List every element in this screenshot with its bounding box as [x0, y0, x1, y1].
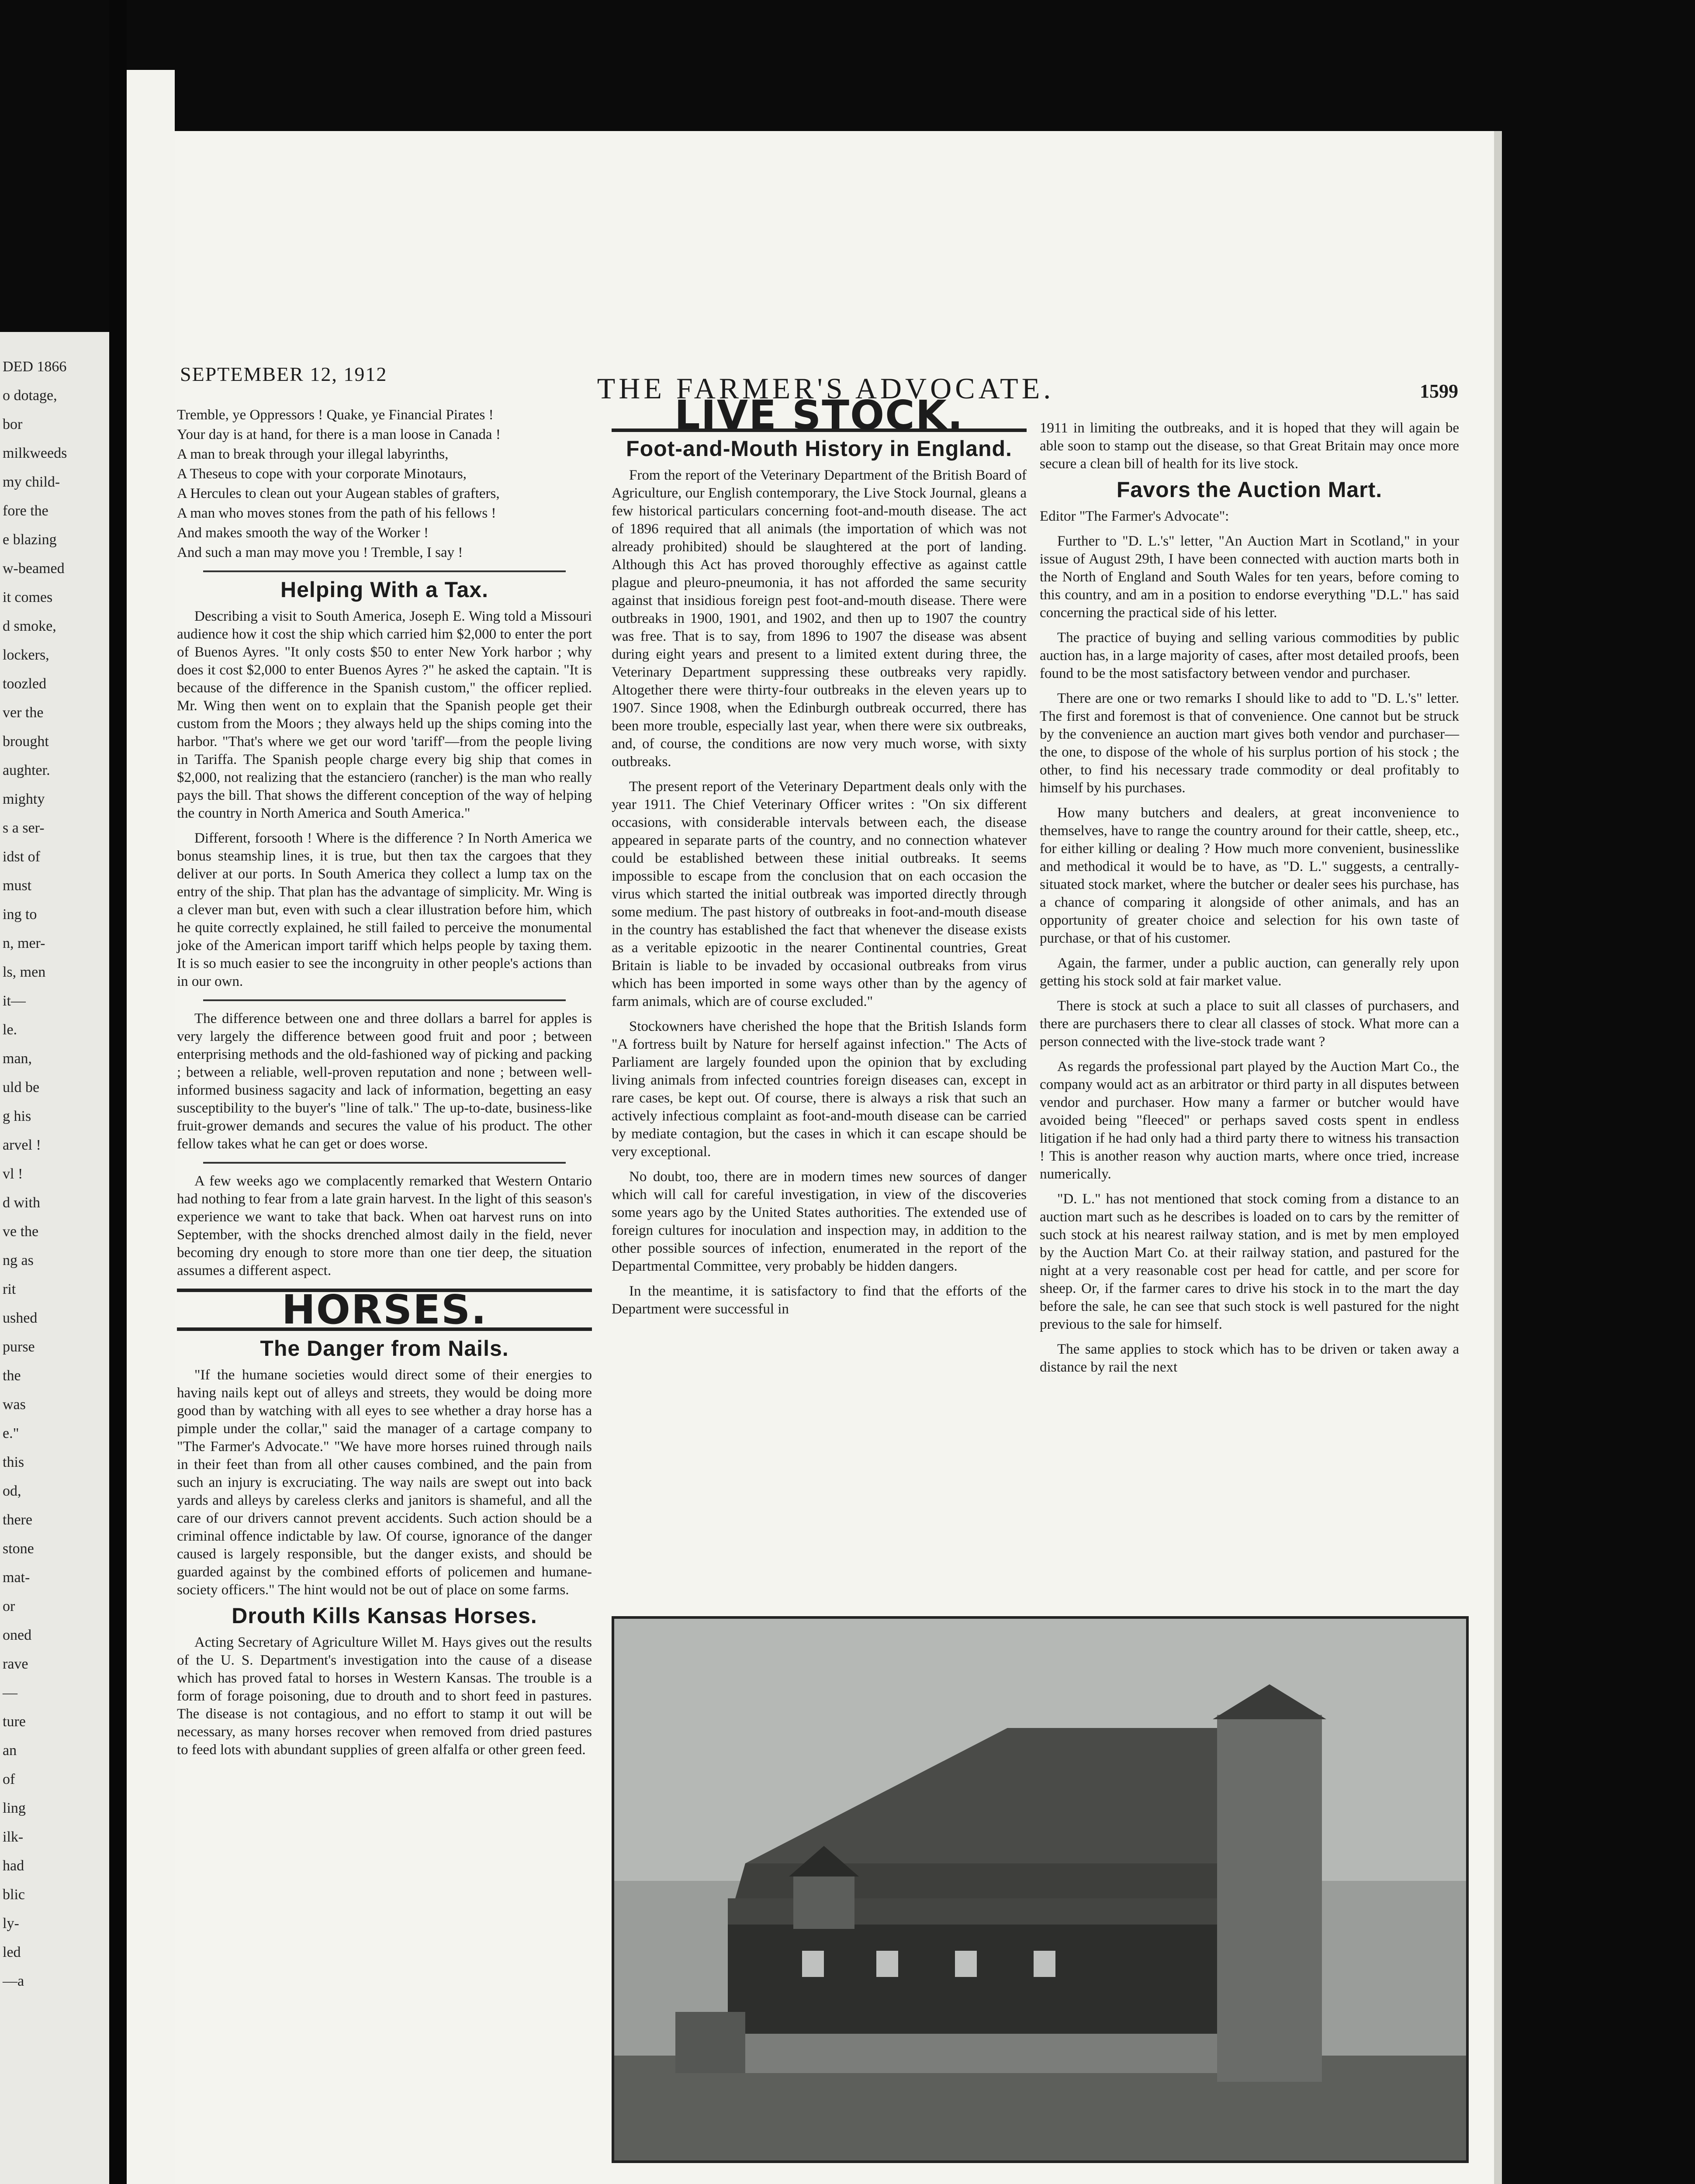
- left-page-text-fragment: od,: [3, 1483, 21, 1499]
- barn-photograph: [612, 1616, 1469, 2163]
- paragraph: 1911 in limiting the outbreaks, and it is hoped that they will again be able soon to stamp out the disease, so that Great Britain may once more secure a clean bill of health for its live stock.: [1040, 420, 1459, 472]
- left-page-text-fragment: —a: [3, 1973, 24, 1989]
- left-page-text-fragment: w-beamed: [3, 560, 65, 577]
- left-page-text-fragment: was: [3, 1396, 26, 1413]
- paragraph: The same applies to stock which has to be driven or taken away a distance by rail the next: [1040, 1341, 1459, 1375]
- left-page-text-fragment: uld be: [3, 1079, 40, 1095]
- left-page-text-fragment: —: [3, 1685, 17, 1701]
- left-page-text-fragment: vl !: [3, 1166, 23, 1182]
- column-2: [612, 392, 1027, 1325]
- paragraph: There are one or two remarks I should like to add to "D. L.'s" letter. The first and foremost is that of convenience. One cannot but be struck by the convenience an auction mart gives both vendor and purchaser—the one, to dispose of the whole of his surplus portion of his stock ; the other, to find his necessary trade commodity or deal profitably to himself by his purchases.: [1040, 691, 1459, 796]
- paragraph: Different, forsooth ! Where is the difference ? In North America we bonus steamship lines, it is true, but then tax the cargoes that they deliver at our ports. In South America they collect a lump tax on the entry of the ship. That plan has the advantage of simplicity. Mr. Wing is a clever man but, even with such a clear illustration before him, which he quite correctly explained, he still failed to perceive the monumental joke of the American import tariff which helps people by taxing them. It is so much easier to see the incongruity in other people's actions than in our own.: [177, 830, 592, 989]
- left-page-text-fragment: milkweeds: [3, 445, 67, 461]
- page-margin-strip: [127, 70, 175, 2184]
- poem-line: A Hercules to clean out your Augean stables of grafters,: [177, 486, 500, 501]
- paragraph: There is stock at such a place to suit all classes of purchasers, and there are purchasers there to clear all classes of stock. What more can a person connected with the live-stock trade want ?: [1040, 998, 1459, 1050]
- left-page-text-fragment: ling: [3, 1800, 26, 1816]
- column-1: [177, 406, 592, 1766]
- editor-salutation: Editor "The Farmer's Advocate":: [1040, 508, 1229, 524]
- left-page-text-fragment: this: [3, 1454, 24, 1470]
- left-page-text-fragment: man,: [3, 1051, 32, 1067]
- left-page-text-fragment: toozled: [3, 676, 47, 692]
- left-page-text-fragment: rave: [3, 1656, 28, 1672]
- poem-line: A man to break through your illegal labyrinths,: [177, 446, 449, 462]
- left-page-text-fragment: my child-: [3, 474, 60, 490]
- divider: [203, 999, 566, 1001]
- left-page-text-fragment: ilk-: [3, 1829, 24, 1845]
- left-page-text-fragment: o dotage,: [3, 387, 57, 404]
- left-page-text-fragment: idst of: [3, 849, 40, 865]
- left-page-text-fragment: an: [3, 1742, 17, 1759]
- section-head-live-stock: LIVE STOCK.: [675, 392, 964, 439]
- left-page-text-fragment: of: [3, 1771, 15, 1787]
- left-page-text-fragment: arvel !: [3, 1137, 41, 1153]
- left-page-text-fragment: ushed: [3, 1310, 38, 1326]
- left-page-text-fragment: aughter.: [3, 762, 50, 778]
- left-page-text-fragment: lockers,: [3, 647, 49, 663]
- poem-line: A man who moves stones from the path of his fellows !: [177, 505, 496, 521]
- paragraph: A few weeks ago we complacently remarked that Western Ontario had nothing to fear from a late grain harvest. In the light of this season's experience we want to take that back. When oat harvest runs on into September, with the shocks drenched almost daily in the field, never becoming dry enough to store more than one tier deep, the situation assumes a different aspect.: [177, 1173, 592, 1279]
- paragraph: No doubt, too, there are in modern times new sources of danger which will call for careful investigation, in view of the discoveries some years ago by the United States authorities. The extended use of foreign cultures for inoculation and inspection may, in addition to the other possible sources of infection, enumerated in the report of the Departmental Committee, very probably be hidden dangers.: [612, 1169, 1027, 1274]
- left-page-text-fragment: ver the: [3, 705, 44, 721]
- paragraph: "If the humane societies would direct some of their energies to having nails kept out of alleys and streets, they would be doing more good than by watching with all eyes to see whether a dray horse has a pimple under the collar," said the manager of a cartage company to "The Farmer's Advocate." "We have more horses ruined through nails in their feet than from all other causes combined, and the pain from such an injury is excruciating. The way nails are swept out into back yards and alleys by careless clerks and janitors is shameful, and all the care of our drivers cannot prevent accidents. Such action should be a criminal offence indictable by law. Of course, ignorance of the danger caused is largely responsible, but the danger exists, and should be guarded against by the combined efforts of policemen and humane-society officers." The hint would not be out of place on some farms.: [177, 1367, 592, 1598]
- poem-line: And makes smooth the way of the Worker !: [177, 525, 429, 541]
- left-page-text-fragment: stone: [3, 1541, 34, 1557]
- poem: [177, 406, 592, 562]
- article-title-auction-mart: Favors the Auction Mart.: [1116, 477, 1383, 502]
- left-page-text-fragment: e.": [3, 1425, 19, 1441]
- paragraph: In the meantime, it is satisfactory to find that the efforts of the Department were successful in: [612, 1283, 1027, 1317]
- page-number: 1599: [1420, 380, 1458, 402]
- article-title-drouth: Drouth Kills Kansas Horses.: [232, 1603, 537, 1628]
- left-page-text-fragment: g his: [3, 1108, 31, 1124]
- paragraph: Again, the farmer, under a public auction, can generally rely upon getting his stock sold at fair market value.: [1040, 955, 1459, 989]
- left-page-text-fragment: led: [3, 1944, 21, 1960]
- divider: [203, 570, 566, 572]
- paragraph: The practice of buying and selling various commodities by public auction has, in a large majority of cases, after most detailed proofs, been found to be the most satisfactory between vendor and purchaser.: [1040, 630, 1459, 681]
- left-page-text-fragment: blic: [3, 1887, 25, 1903]
- poem-line: And such a man may move you ! Tremble, I say !: [177, 545, 463, 560]
- paragraph: "D. L." has not mentioned that stock coming from a distance to an auction mart such as he describes is loaded on to cars by the remitter of such stock at his nearest railway station, and is met by men employed by the Auction Mart Co. at their railway station, and pastured for the night at a very reasonable cost per head for cattle, and per score for sheep. Or, if the farmer cares to drive his stock in to the mart the day before the sale, he can see that such stock is well pastured for the night previous to the sale for himself.: [1040, 1191, 1459, 1332]
- poem-line: Your day is at hand, for there is a man loose in Canada !: [177, 427, 501, 442]
- left-page-text-fragment: rit: [3, 1281, 16, 1297]
- paragraph: Stockowners have cherished the hope that the British Islands form "A fortress built by Nature for herself against infection." The Acts of Parliament are largely founded upon the opinion that by excluding living animals from infected countries foreign diseases can, except in rare cases, be kept out. Of course, there is always a risk that such an actively infectious complaint as foot-and-mouth disease can be carried by mediate contagion, but the cases in which it can escape should be very exceptional.: [612, 1019, 1027, 1160]
- left-page-text-fragment: e blazing: [3, 532, 57, 548]
- left-page-text-fragment: oned: [3, 1627, 32, 1643]
- article-title-tax: Helping With a Tax.: [280, 577, 488, 602]
- left-page-text-fragment: le.: [3, 1022, 17, 1038]
- left-page-text-fragment: purse: [3, 1339, 35, 1355]
- left-page-text-fragment: it—: [3, 993, 26, 1009]
- masthead: THE FARMER'S ADVOCATE.: [597, 372, 1055, 405]
- left-page-text-fragment: fore the: [3, 503, 48, 519]
- paragraph: Further to "D. L.'s" letter, "An Auction Mart in Scotland," in your issue of August 29th, I have been connected with auction marts both in the North of England and South Wales for ten years, before coming to this country, and am in a position to endorse everything "D.L." has said concerning the practical side of his letter.: [1040, 533, 1459, 621]
- left-page-text-fragment: mat-: [3, 1569, 30, 1586]
- left-page-text-fragment: must: [3, 878, 32, 894]
- left-page-text-fragment: ing to: [3, 906, 37, 923]
- paragraph: The present report of the Veterinary Department deals only with the year 1911. The Chief Veterinary Officer writes : "On six different occasions, with considerable intervals between each, the disease appeared in separate parts of the country, and no connection whatever could be established between these initial outbreaks. It seems impossible to escape from the conclusion that on each occasion the virus which started the initial outbreak was imported directly through some medium. The past history of outbreaks in foot-and-mouth disease in the country has established the fact that whenever the disease exists as a veritable epizootic in the nearer Continental countries, Great Britain is liable to be invaded by occasional outbreaks from virus which has been imported in some ways other than by the agency of farm animals, which are of course excluded.": [612, 779, 1027, 1009]
- section-head-horses: HORSES.: [281, 1286, 488, 1333]
- paragraph: The difference between one and three dollars a barrel for apples is very largely the difference between good fruit and poor ; between enterprising methods and the old-fashioned way of picking and packing ; between a reliable, well-proven reputation and none ; between well-informed business sagacity and lack of information, begetting an easy susceptibility to the buyer's "line of talk." The up-to-date, business-like fruit-grower demands and secures the value of his product. The other fellow takes what he can get or does worse.: [177, 1011, 592, 1152]
- paragraph: Acting Secretary of Agriculture Willet M. Hays gives out the results of the U. S. Department's investigation into the cause of a disease which has proved fatal to horses in Western Kansas. The trouble is a form of forage poisoning, due to drouth and to short feed in pastures. The disease is not contagious, and no effort to stamp it out will be necessary, as many horses recover when removed from dried pastures to feed lots with abundant supplies of green alfalfa or other green feed.: [177, 1635, 592, 1758]
- left-page-text-fragment: DED 1866: [3, 359, 67, 375]
- paragraph: As regards the professional part played by the Auction Mart Co., the company would act as an arbitrator or third party in all disputes between vendor and purchaser. How many a farmer or butcher would have avoided being "fleeced" or perhaps saved costs spent in endless litigation if he had only had a third party there to witness his transaction ! This is another reason why auction marts, where once tried, increase numerically.: [1040, 1059, 1459, 1182]
- article-title-nails: The Danger from Nails.: [260, 1336, 509, 1361]
- poem-line: A Theseus to cope with your corporate Minotaurs,: [177, 466, 467, 482]
- binding-gutter: [109, 0, 127, 2184]
- left-page-text-fragment: d smoke,: [3, 618, 56, 634]
- paragraph: From the report of the Veterinary Department of the British Board of Agriculture, our English contemporary, the Live Stock Journal, gleans a few historical particulars concerning foot-and-mouth disease. The act of 1896 required that all animals (the importation of which was not already prohibited) should be slaughtered at the port of landing. Although this Act has proved thoroughly effective as against cattle plague and pleuro-pneumonia, it has not afforded the same security against that insidious foreign pest foot-and-mouth disease. There were outbreaks in 1900, 1901, and 1902, and then up to 1907 the country was free. That is to say, from 1896 to 1907 the disease was absent during eight years and present to a limited extent during three, the Veterinary Department suppressing these outbreaks very rapidly. Altogether there were thirty-four outbreaks in the eleven years up to 1907. Since 1908, when the Edinburgh outbreak occurred, there has been more trouble, especially last year, when there were six outbreaks, and, of course, the conditions are now very much worse, with sixty outbreaks.: [612, 467, 1027, 770]
- left-page-text-fragment: ng as: [3, 1252, 34, 1268]
- barn-illustration: [614, 1619, 1466, 2160]
- divider: [203, 1162, 566, 1164]
- left-page-text-fragment: ture: [3, 1714, 26, 1730]
- left-page-text-fragment: ve the: [3, 1223, 39, 1240]
- left-page-fragment: [0, 332, 109, 2184]
- left-page-text-fragment: s a ser-: [3, 820, 45, 836]
- column-3: [1040, 419, 1459, 1383]
- left-page-text-fragment: the: [3, 1368, 21, 1384]
- paragraph: How many butchers and dealers, at great inconvenience to themselves, have to range the country around for their cattle, sheep, etc., for either killing or dealing ? How much more convenient, businesslike and methodical it would be to have, as "D. L." suggests, a centrally-situated stock market, where the butcher or dealer sees his purchase, has a chance of comparing it alongside of other animals, and has an opportunity of greater choice and selection for his own taste of purchase, or that of his customer.: [1040, 805, 1459, 946]
- article-title-foot-and-mouth: Foot-and-Mouth History in England.: [626, 436, 1012, 461]
- left-page-text-fragment: d with: [3, 1195, 40, 1211]
- left-page-text-fragment: n, mer-: [3, 935, 45, 951]
- left-page-text-fragment: ls, men: [3, 964, 46, 980]
- left-page-text-fragment: there: [3, 1512, 32, 1528]
- issue-date: SEPTEMBER 12, 1912: [180, 363, 387, 385]
- left-page-text-fragment: had: [3, 1858, 24, 1874]
- paragraph: Describing a visit to South America, Joseph E. Wing told a Missouri audience how it cost the ship which carried him $2,000 to enter the port of Buenos Ayres. "It only costs $50 to enter New York harbor ; why does it cost $2,000 to enter Buenos Ayres ?" he asked the captain. "It is because of the difference in the Spanish custom," the officer replied. Mr. Wing then went on to explain that the Spanish people get their custom from the Moors ; they always held up the ships coming into the harbor. "That's where we get our word 'tariff'—from the people living in Tariffa. The Spanish people charge every big ship that comes in $2,000, not realizing that the estanciero (rancher) is the man who really pays the bill. That shows the different conception of the way of helping the country in North America and South America.": [177, 608, 592, 821]
- left-page-text-fragment: ly-: [3, 1915, 19, 1932]
- left-page-text-fragment: it comes: [3, 589, 53, 605]
- left-page-text-fragment: mighty: [3, 791, 45, 807]
- left-page-text-fragment: or: [3, 1598, 15, 1614]
- poem-line: Tremble, ye Oppressors ! Quake, ye Financial Pirates !: [177, 407, 494, 423]
- left-page-text-fragment: brought: [3, 733, 49, 750]
- left-page-text-fragment: bor: [3, 416, 23, 432]
